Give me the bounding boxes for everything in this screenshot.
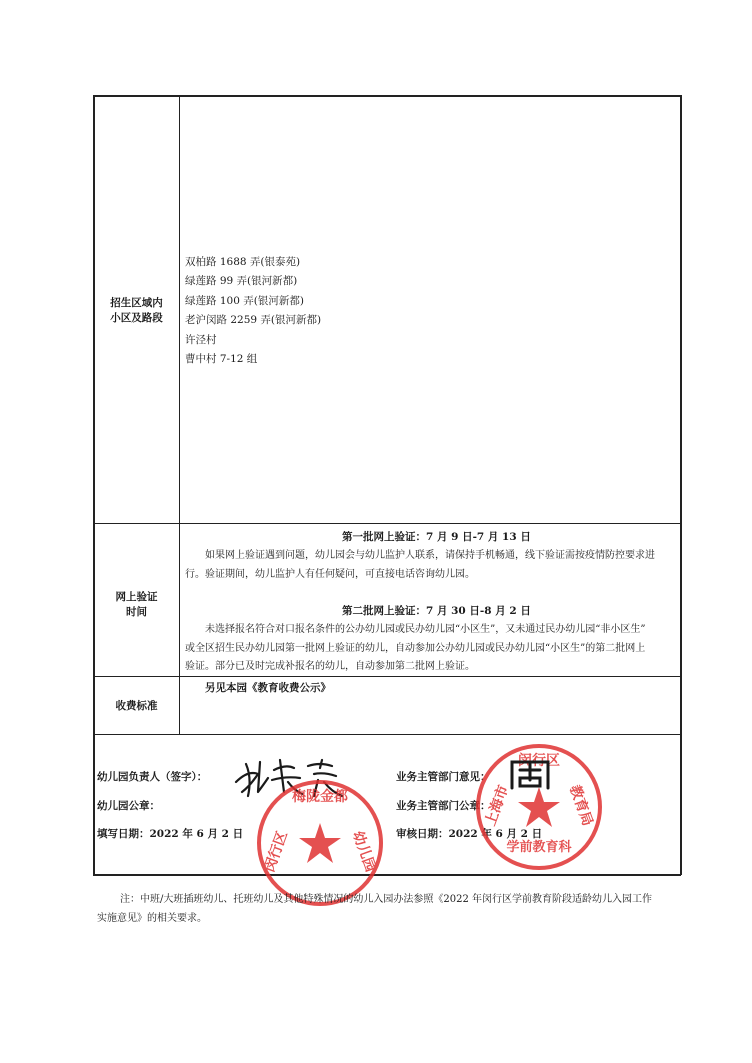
principal-signature-label: 幼儿园负责人（签字）： xyxy=(97,771,208,783)
zone-label-line1: 招生区域内 xyxy=(110,297,163,309)
zone-road-item: 双柏路 1688 弄(银泰苑) xyxy=(185,256,301,268)
label-column-divider xyxy=(179,95,180,735)
fees-value: 另见本园《教育收费公示》 xyxy=(205,682,331,694)
verify-label-line2: 时间 xyxy=(126,606,147,618)
svg-text:幼儿园: 幼儿园 xyxy=(349,829,379,875)
table-left-border xyxy=(93,95,95,875)
batch2-title: 第二批网上验证：7 月 30 日-8 月 2 日 xyxy=(342,605,531,617)
row-divider-verify xyxy=(93,676,681,677)
reviewer-handwritten-name xyxy=(506,758,556,792)
row-divider-fees xyxy=(93,734,681,735)
kindergarten-official-seal xyxy=(254,777,386,909)
batch2-text-line1: 未选择报名符合对口报名条件的公办幼儿园或民办幼儿园“小区生”，又未通过民办幼儿园“非小区生” xyxy=(205,624,646,635)
fill-date: 填写日期：2022 年 6 月 2 日 xyxy=(97,828,244,840)
zone-road-item: 绿莲路 100 弄(银河新都) xyxy=(185,295,304,307)
fees-label: 收费标准 xyxy=(115,700,158,712)
review-date: 审核日期：2022 年 6 月 2 日 xyxy=(396,828,543,840)
table-top-border xyxy=(93,95,681,97)
authority-seal-label: 业务主管部门公章： xyxy=(396,800,491,812)
row-divider-zone xyxy=(93,523,681,524)
batch2-text-line3: 验证。部分已及时完成补报名的幼儿，自动参加第二批网上验证。 xyxy=(185,661,475,672)
zone-road-item: 老沪闵路 2259 弄(银河新都) xyxy=(185,314,322,326)
batch1-text-line1: 如果网上验证遇到问题，幼儿园会与幼儿监护人联系，请保持手机畅通，线下验证需按疫情防控要求进 xyxy=(205,550,655,561)
zone-road-item: 绿莲路 99 弄(银河新都) xyxy=(185,275,298,287)
table-right-border xyxy=(680,95,682,875)
zone-road-item: 曹中村 7-12 组 xyxy=(185,353,258,365)
table-bottom-border xyxy=(93,874,681,876)
svg-text:学前教育科: 学前教育科 xyxy=(506,840,572,855)
kindergarten-seal-label: 幼儿园公章： xyxy=(97,800,160,812)
authority-opinion-label: 业务主管部门意见： xyxy=(396,771,491,783)
zone-label-line2: 小区及路段 xyxy=(110,312,163,324)
zone-road-item: 许泾村 xyxy=(185,334,217,346)
footnote-line1: 注：中班/大班插班幼儿、托班幼儿及其他特殊情况的幼儿入园办法参照《2022 年闵行区学前教育阶段适龄幼儿入园工作 xyxy=(120,894,652,905)
svg-text:闵行区: 闵行区 xyxy=(518,753,560,769)
verify-label-line1: 网上验证 xyxy=(115,591,158,603)
batch2-text-line2: 或全区招生民办幼儿园第一批网上验证的幼儿，自动参加公办幼儿园或民办幼儿园“小区生”的第二批网上 xyxy=(185,643,646,654)
svg-text:上海市: 上海市 xyxy=(482,783,512,829)
svg-text:教育局: 教育局 xyxy=(566,783,596,829)
batch1-text-line2: 行。验证期间，幼儿监护人有任何疑问，可直接电话咨询幼儿园。 xyxy=(185,569,475,580)
svg-text:梅陇金都: 梅陇金都 xyxy=(292,789,348,805)
batch1-title: 第一批网上验证：7 月 9 日-7 月 13 日 xyxy=(342,531,531,543)
footnote-line2: 实施意见》的相关要求。 xyxy=(97,913,207,924)
svg-text:闵行区: 闵行区 xyxy=(261,829,291,875)
